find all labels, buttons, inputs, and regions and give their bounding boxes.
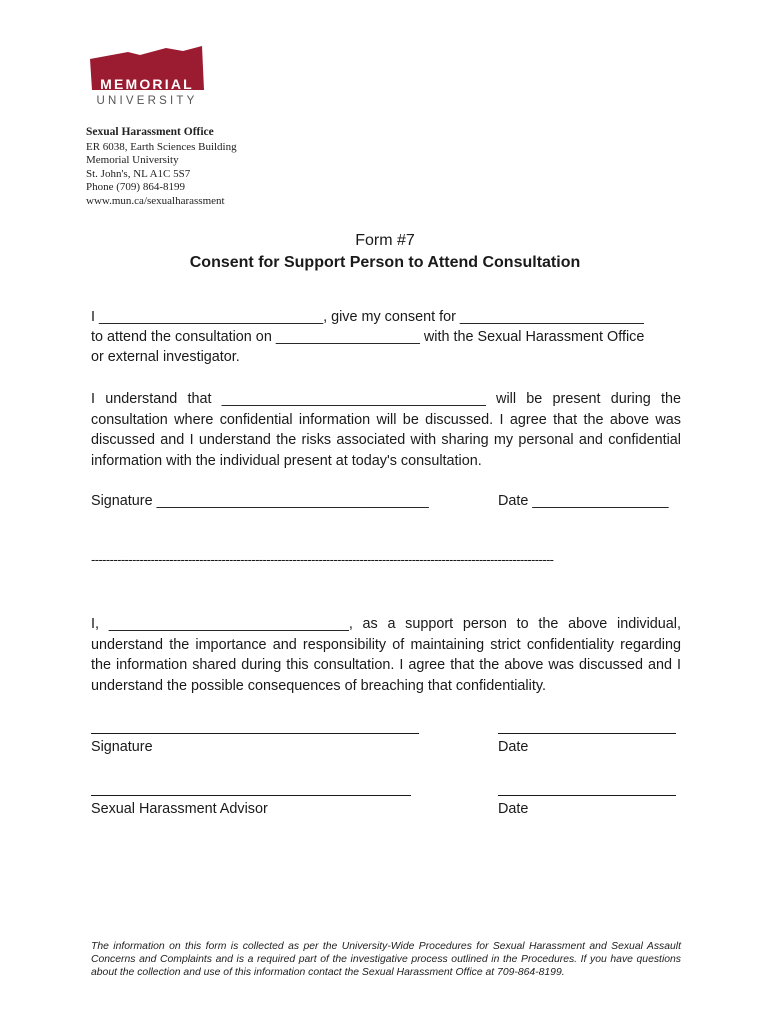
form-title: Consent for Support Person to Attend Consultation [189, 254, 581, 271]
support-person-statement: I, ______________________________, as a support person to the above individual, understand the importance and responsibility of maintaining strict confidentiality regarding the information shared during this consultation. I agree that the above was discussed and I understand the possible consequences of breaching that confidentiality. [91, 616, 681, 694]
privacy-notice: The information on this form is collected as per the University-Wide Procedures for Sexual Harassment and Sexual Assault Concerns and Complaints and is a required part of the investigative process outlined in the Procedures. If you have questions about the collection and use of this information contact the Sexual Harassment Office at 709-864-8199. [91, 941, 681, 979]
logo-text-memorial: MEMORIAL [100, 76, 194, 92]
consent-line-2: to attend the consultation on __________________ with the Sexual Harassment Office [91, 329, 645, 345]
signature-field-1: Signature __________________________________ [91, 493, 429, 509]
office-name: Sexual Harassment Office [86, 126, 214, 138]
office-address-line: ER 6038, Earth Sciences Building [86, 140, 237, 153]
date-label-2: Date [498, 739, 529, 755]
signature-label-2: Signature [91, 739, 153, 755]
date-field-1: Date _________________ [498, 493, 669, 509]
consent-line-1: I ____________________________, give my consent for _______________________ [91, 309, 644, 325]
date-label-3: Date [498, 801, 529, 817]
advisor-signature-line [91, 795, 411, 796]
university-logo [88, 46, 206, 114]
office-website: www.mun.ca/sexualharassment [86, 194, 225, 207]
form-number: Form #7 [355, 232, 415, 249]
advisor-label: Sexual Harassment Advisor [91, 801, 268, 817]
office-address-line: Memorial University [86, 154, 179, 166]
logo-text-university: UNIVERSITY [96, 95, 198, 107]
understanding-paragraph: I understand that _________________________________ will be present during the consultation where confidential information will be discussed. I agree that the above was discussed and I understand the risks associated with sharing my personal and confidential information with the individual present at today's consultation. [91, 391, 681, 469]
office-phone: Phone (709) 864-8199 [86, 181, 185, 193]
section-separator: ---------------------------------------------------------------------------------------------------------------------------- [91, 552, 554, 567]
consent-line-3: or external investigator. [91, 349, 240, 365]
office-address-block [86, 126, 237, 208]
office-address-line: St. John's, NL A1C 5S7 [86, 167, 191, 180]
date-line-2 [498, 733, 676, 734]
date-line-3 [498, 795, 676, 796]
signature-line-2 [91, 733, 419, 734]
